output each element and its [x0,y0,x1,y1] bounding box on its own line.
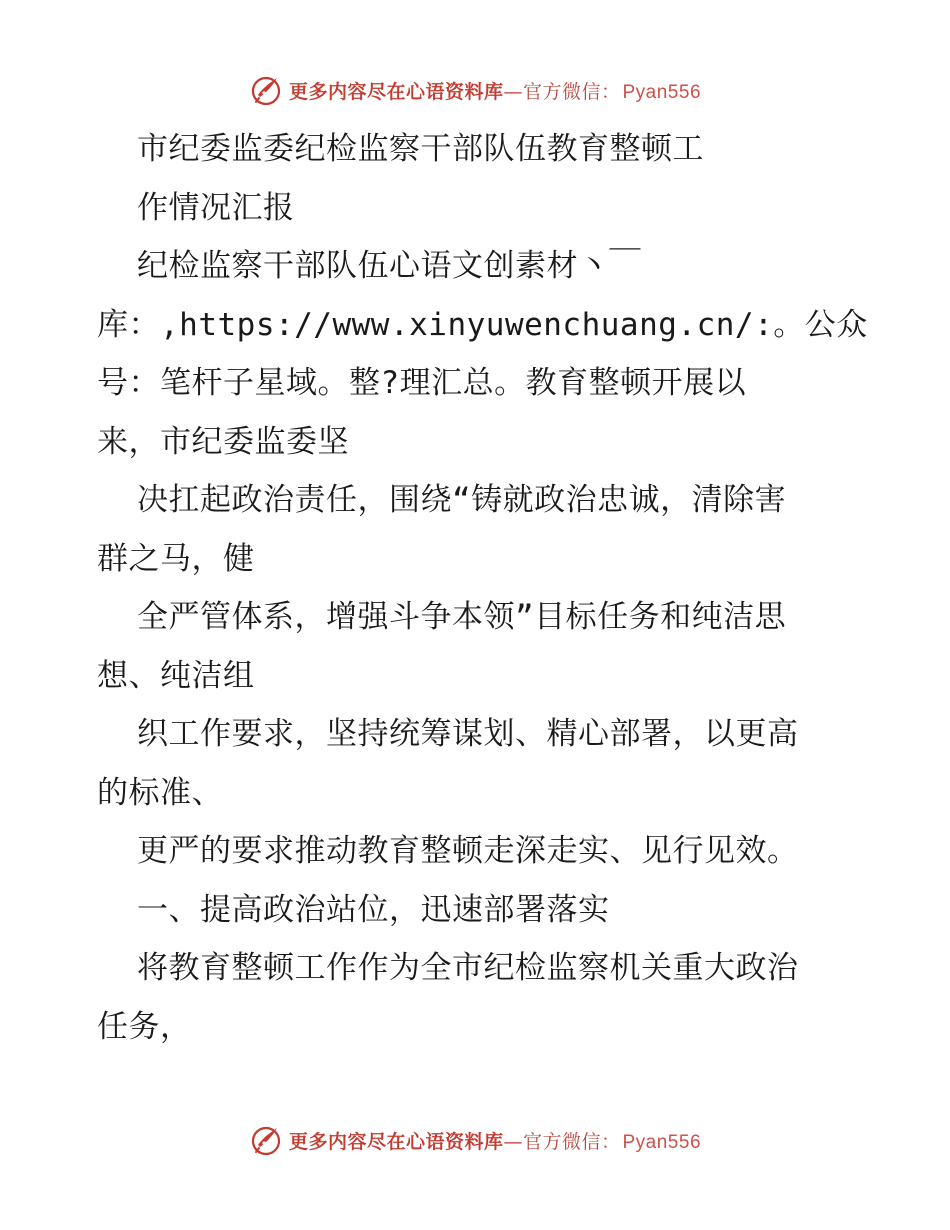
body-line: 更严的要求推动教育整顿走深走实、见行见效。 [137,833,799,869]
header-banner-title: 更多内容尽在心语资料库 [288,80,504,103]
quill-seal-icon [249,73,283,107]
body-line: 来，市纪委监委坚 [97,423,349,460]
body-line: 号：笔杆子星域。整?理汇总。教育整顿开展以 [97,365,747,401]
body-line: 市纪委监委纪检监察干部队伍教育整顿工 [137,131,704,167]
body-line: 群之马，健 [97,540,255,577]
body-line: 作情况汇报 [137,189,295,226]
body-line: 决扛起政治责任，围绕“铸就政治忠诚，清除害 [137,482,787,518]
footer-banner [0,1120,950,1160]
section-heading: 一、提高政治站位，迅速部署落实 [137,891,610,928]
document-body [97,120,868,1056]
footer-banner-text [289,1127,701,1154]
header-banner [0,70,950,110]
footer-banner-wechat-label: 官方微信： [522,1130,621,1153]
header-banner-dash: — [503,80,523,103]
body-line: 织工作要求，坚持统筹谋划、精心部署，以更高 [137,716,799,752]
quill-seal-icon [249,1123,283,1157]
footer-banner-title: 更多内容尽在心语资料库 [288,1130,504,1153]
body-line: 纪检监察干部队伍心语文创素材丶￣ [137,248,641,284]
footer-banner-dash: — [503,1130,523,1153]
body-line: 的标准、 [97,774,223,811]
body-line: 将教育整顿工作作为全市纪检监察机关重大政治 [137,950,799,986]
body-line: 库：,https://www.xinyuwenchuang.cn/:。公众 [97,306,868,343]
body-line: 任务， [97,1008,192,1045]
body-line: 全严管体系，增强斗争本领”目标任务和纯洁思 [137,599,787,635]
footer-banner-wechat-id: Pyan556 [622,1131,702,1153]
header-banner-text [289,77,701,104]
header-banner-wechat-id: Pyan556 [622,81,702,103]
header-banner-wechat-label: 官方微信： [522,80,621,103]
body-line: 想、纯洁组 [97,657,255,694]
